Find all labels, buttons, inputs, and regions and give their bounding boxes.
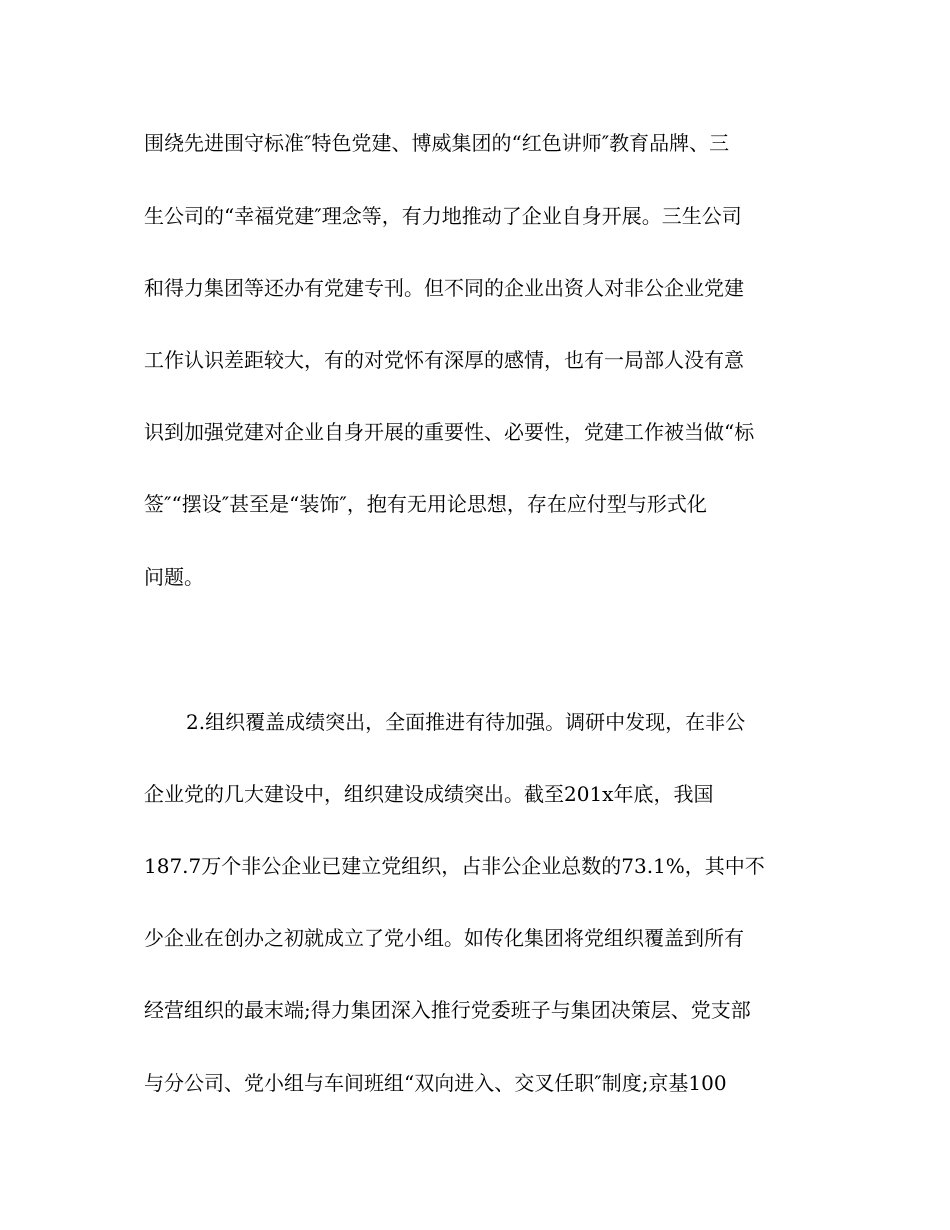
paragraph-line: 少企业在创办之初就成立了党小组。如传化集团将党组织覆盖到所有 (144, 926, 744, 950)
paragraph-line: 2.组织覆盖成绩突出，全面推进有待加强。调研中发现，在非公 (186, 710, 746, 734)
paragraph-line: 187.7万个非公企业已建立党组织，占非公企业总数的73.1%，其中不 (144, 854, 765, 878)
paragraph-line: 签″“摆设″甚至是“装饰″，抱有无用论思想，存在应付型与形式化 (144, 492, 707, 516)
paragraph-line: 问题。 (144, 565, 204, 589)
paragraph-line: 与分公司、党小组与车间班组“双向进入、交叉任职″制度;京基100 (144, 1071, 727, 1095)
paragraph-line: 经营组织的最末端;得力集团深入推行党委班子与集团决策层、党支部 (144, 998, 751, 1022)
paragraph-line: 围绕先进围守标准″特色党建、博威集团的“红色讲师″教育品牌、三 (144, 131, 730, 155)
paragraph-line: 和得力集团等还办有党建专刊。但不同的企业出资人对非公企业党建 (144, 276, 744, 300)
paragraph-line: 企业党的几大建设中，组织建设成绩突出。截至201x年底，我国 (144, 782, 714, 806)
paragraph-line: 生公司的“幸福党建″理念等，有力地推动了企业自身开展。三生公司 (144, 204, 742, 228)
paragraph-line: 识到加强党建对企业自身开展的重要性、必要性，党建工作被当做“标 (144, 420, 755, 444)
paragraph-line: 工作认识差距较大，有的对党怀有深厚的感情，也有一局部人没有意 (144, 348, 744, 372)
